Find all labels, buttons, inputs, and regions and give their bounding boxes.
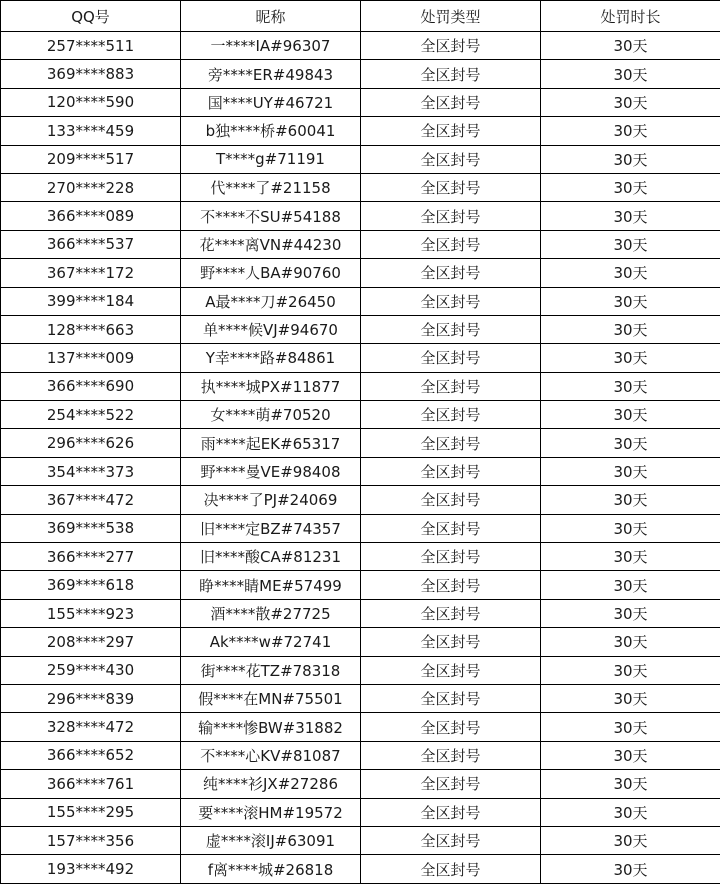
nickname-cell: 旧****酸CA#81231 [181,543,361,571]
penalty-duration-cell: 30天 [541,741,720,769]
qq-cell: 128****663 [1,315,181,343]
table-row [1,684,720,712]
penalty-type-cell: 全区封号 [361,457,541,485]
penalty-type-cell: 全区封号 [361,713,541,741]
table-row [1,88,720,116]
penalty-duration-cell: 30天 [541,117,720,145]
table-row [1,429,720,457]
table-row [1,145,720,173]
nickname-cell: 执****城PX#11877 [181,372,361,400]
qq-cell: 367****172 [1,259,181,287]
header-row [1,1,720,32]
nickname-cell: 纯****衫JX#27286 [181,770,361,798]
table-row [1,571,720,599]
penalty-type-cell: 全区封号 [361,656,541,684]
column-header-nickname: 昵称 [181,1,361,32]
penalty-type-cell: 全区封号 [361,514,541,542]
table-body [1,32,720,884]
nickname-cell: 野****曼VE#98408 [181,457,361,485]
nickname-cell: Ak****w#72741 [181,628,361,656]
qq-cell: 120****590 [1,88,181,116]
nickname-cell: 单****候VJ#94670 [181,315,361,343]
qq-cell: 155****295 [1,798,181,826]
penalty-type-cell: 全区封号 [361,798,541,826]
nickname-cell: 街****花TZ#78318 [181,656,361,684]
penalty-duration-cell: 30天 [541,486,720,514]
penalty-type-cell: 全区封号 [361,684,541,712]
column-header-penalty-type: 处罚类型 [361,1,541,32]
qq-cell: 137****009 [1,344,181,372]
penalty-duration-cell: 30天 [541,315,720,343]
nickname-cell: 不****不SU#54188 [181,202,361,230]
table-row [1,32,720,60]
qq-cell: 157****356 [1,826,181,854]
penalty-duration-cell: 30天 [541,401,720,429]
penalty-type-cell: 全区封号 [361,287,541,315]
penalty-type-cell: 全区封号 [361,259,541,287]
penalty-type-cell: 全区封号 [361,202,541,230]
qq-cell: 399****184 [1,287,181,315]
nickname-cell: 雨****起EK#65317 [181,429,361,457]
penalty-type-cell: 全区封号 [361,88,541,116]
qq-cell: 254****522 [1,401,181,429]
table-row [1,514,720,542]
penalty-duration-cell: 30天 [541,571,720,599]
column-header-qq: QQ号 [1,1,181,32]
table-row [1,741,720,769]
qq-cell: 209****517 [1,145,181,173]
qq-cell: 366****277 [1,543,181,571]
qq-cell: 369****538 [1,514,181,542]
penalty-duration-cell: 30天 [541,230,720,258]
penalty-duration-cell: 30天 [541,429,720,457]
nickname-cell: 决****了PJ#24069 [181,486,361,514]
qq-cell: 270****228 [1,173,181,201]
table-row [1,486,720,514]
qq-cell: 296****626 [1,429,181,457]
nickname-cell: 一****IA#96307 [181,32,361,60]
table-row [1,344,720,372]
nickname-cell: 酒****散#27725 [181,599,361,627]
table-row [1,287,720,315]
penalty-duration-cell: 30天 [541,628,720,656]
table-row [1,202,720,230]
penalty-type-cell: 全区封号 [361,173,541,201]
penalty-duration-cell: 30天 [541,372,720,400]
penalty-type-cell: 全区封号 [361,826,541,854]
nickname-cell: b独****桥#60041 [181,117,361,145]
penalty-duration-cell: 30天 [541,60,720,88]
nickname-cell: 要****滚HM#19572 [181,798,361,826]
penalty-type-cell: 全区封号 [361,60,541,88]
nickname-cell: 虚****滚IJ#63091 [181,826,361,854]
qq-cell: 369****883 [1,60,181,88]
nickname-cell: f离****城#26818 [181,855,361,883]
penalty-type-cell: 全区封号 [361,770,541,798]
penalty-duration-cell: 30天 [541,202,720,230]
column-header-penalty-duration: 处罚时长 [541,1,720,32]
penalty-duration-cell: 30天 [541,656,720,684]
penalty-duration-cell: 30天 [541,826,720,854]
nickname-cell: 野****人BA#90760 [181,259,361,287]
table-row [1,173,720,201]
qq-cell: 155****923 [1,599,181,627]
nickname-cell: 旧****定BZ#74357 [181,514,361,542]
penalty-type-cell: 全区封号 [361,628,541,656]
qq-cell: 208****297 [1,628,181,656]
qq-cell: 296****839 [1,684,181,712]
nickname-cell: 输****惨BW#31882 [181,713,361,741]
qq-cell: 366****089 [1,202,181,230]
qq-cell: 328****472 [1,713,181,741]
qq-cell: 366****652 [1,741,181,769]
penalty-type-cell: 全区封号 [361,855,541,883]
penalty-duration-cell: 30天 [541,32,720,60]
penalty-type-cell: 全区封号 [361,571,541,599]
nickname-cell: 女****萌#70520 [181,401,361,429]
penalty-duration-cell: 30天 [541,259,720,287]
table-row [1,826,720,854]
qq-cell: 367****472 [1,486,181,514]
nickname-cell: 不****心KV#81087 [181,741,361,769]
table-row [1,259,720,287]
qq-cell: 354****373 [1,457,181,485]
penalty-type-cell: 全区封号 [361,230,541,258]
table-row [1,599,720,627]
table-row [1,230,720,258]
table-row [1,315,720,343]
table-header [1,1,720,32]
penalty-type-cell: 全区封号 [361,372,541,400]
table-row [1,457,720,485]
qq-cell: 133****459 [1,117,181,145]
penalty-type-cell: 全区封号 [361,401,541,429]
penalty-duration-cell: 30天 [541,457,720,485]
table-row [1,628,720,656]
nickname-cell: 代****了#21158 [181,173,361,201]
penalty-type-cell: 全区封号 [361,486,541,514]
nickname-cell: 国****UY#46721 [181,88,361,116]
qq-cell: 369****618 [1,571,181,599]
penalty-type-cell: 全区封号 [361,145,541,173]
qq-cell: 366****690 [1,372,181,400]
penalty-duration-cell: 30天 [541,798,720,826]
nickname-cell: A最****刀#26450 [181,287,361,315]
nickname-cell: 睁****睛ME#57499 [181,571,361,599]
penalty-duration-cell: 30天 [541,684,720,712]
nickname-cell: 花****离VN#44230 [181,230,361,258]
penalty-type-cell: 全区封号 [361,344,541,372]
qq-cell: 366****537 [1,230,181,258]
penalty-duration-cell: 30天 [541,855,720,883]
penalty-duration-cell: 30天 [541,599,720,627]
penalty-type-cell: 全区封号 [361,315,541,343]
penalty-duration-cell: 30天 [541,514,720,542]
penalty-duration-cell: 30天 [541,770,720,798]
penalty-type-cell: 全区封号 [361,32,541,60]
table-row [1,372,720,400]
penalty-duration-cell: 30天 [541,88,720,116]
penalty-type-cell: 全区封号 [361,429,541,457]
table-row [1,656,720,684]
penalty-type-cell: 全区封号 [361,741,541,769]
qq-cell: 366****761 [1,770,181,798]
penalty-duration-cell: 30天 [541,713,720,741]
penalty-duration-cell: 30天 [541,344,720,372]
qq-cell: 257****511 [1,32,181,60]
table-row [1,713,720,741]
penalty-type-cell: 全区封号 [361,543,541,571]
table-row [1,401,720,429]
table-row [1,855,720,883]
table-row [1,543,720,571]
nickname-cell: 旁****ER#49843 [181,60,361,88]
table-row [1,60,720,88]
penalty-type-cell: 全区封号 [361,599,541,627]
nickname-cell: T****g#71191 [181,145,361,173]
qq-cell: 193****492 [1,855,181,883]
penalty-type-cell: 全区封号 [361,117,541,145]
penalty-duration-cell: 30天 [541,145,720,173]
qq-cell: 259****430 [1,656,181,684]
penalty-duration-cell: 30天 [541,173,720,201]
nickname-cell: Y幸****路#84861 [181,344,361,372]
table-row [1,798,720,826]
penalty-duration-cell: 30天 [541,543,720,571]
penalty-duration-cell: 30天 [541,287,720,315]
nickname-cell: 假****在MN#75501 [181,684,361,712]
table-row [1,117,720,145]
table-row [1,770,720,798]
